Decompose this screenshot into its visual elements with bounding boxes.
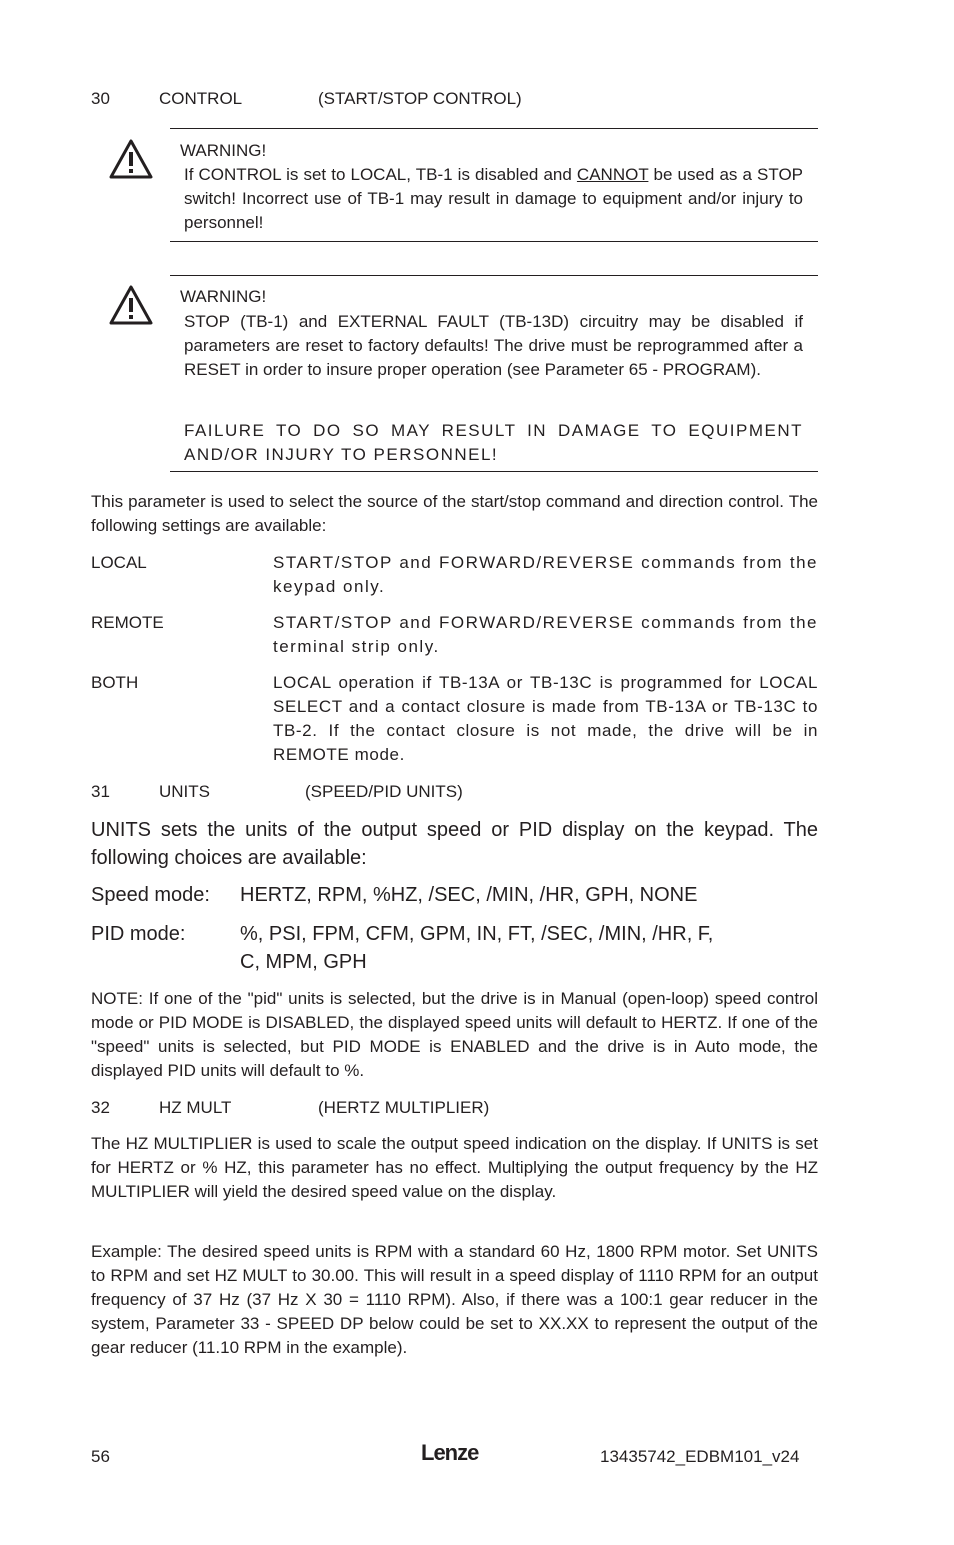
- setting-desc-both: LOCAL operation if TB-13A or TB-13C is programmed for LOCAL SELECT and a contact closure is made from TB-13A or TB-13C to TB-2. If the contact closure is not made, the drive will be in REMOTE mode.: [273, 673, 818, 764]
- page-number: 56: [91, 1447, 110, 1466]
- warning2-caps-text: FAILURE TO DO SO MAY RESULT IN DAMAGE TO EQUIPMENT AND/OR INJURY TO PERSONNEL!: [184, 421, 803, 464]
- setting-desc-remote: START/STOP and FORWARD/REVERSE commands from the terminal strip only.: [273, 613, 818, 656]
- setting-desc-local: START/STOP and FORWARD/REVERSE commands from the keypad only.: [273, 553, 818, 596]
- warning1-bottom-rule: [170, 241, 818, 242]
- param-desc: (HERTZ MULTIPLIER): [318, 1098, 490, 1117]
- speed-mode-value: HERTZ, RPM, %HZ, /SEC, /MIN, /HR, GPH, NONE: [240, 884, 698, 906]
- param-number: 31: [91, 782, 110, 801]
- warning1-top-rule: [170, 128, 818, 129]
- param-desc: (SPEED/PID UNITS): [305, 782, 463, 801]
- warning2-bottom-rule: [170, 471, 818, 472]
- param-desc: (START/STOP CONTROL): [318, 89, 522, 108]
- pid-mode-label: PID mode:: [91, 923, 186, 945]
- speed-mode-label: Speed mode:: [91, 884, 210, 906]
- lenze-logo: Lenze: [421, 1440, 479, 1465]
- hz-mult-paragraph: The HZ MULTIPLIER is used to scale the output speed indication on the display. If UNITS is set for HERTZ or % HZ, this parameter has no effect. Multiplying the output frequency by the HZ MULTIPLIER will yield the desired speed value on the display.: [91, 1134, 818, 1201]
- setting-term-remote: REMOTE: [91, 613, 164, 632]
- units-note: NOTE: If one of the "pid" units is selected, but the drive is in Manual (open-loop) speed control mode or PID MODE is DISABLED, the displayed speed units will default to HERTZ. If one of the "speed" units is selected, but PID MODE is ENABLED and the drive is in Auto mode, the displayed PID units will default to %.: [91, 989, 818, 1080]
- param-name: CONTROL: [159, 89, 243, 108]
- param-name: HZ MULT: [159, 1098, 232, 1117]
- units-intro: UNITS sets the units of the output speed or PID display on the keypad. The following choices are available:: [91, 819, 818, 869]
- warning1-title: WARNING!: [180, 141, 267, 160]
- pid-mode-value: %, PSI, FPM, CFM, GPM, IN, FT, /SEC, /MIN, /HR, F, C, MPM, GPH: [240, 923, 714, 973]
- setting-term-both: BOTH: [91, 673, 139, 692]
- param-number: 32: [91, 1098, 110, 1117]
- param-number: 30: [91, 89, 110, 108]
- param-name: UNITS: [159, 782, 210, 801]
- warning-triangle-icon: [108, 284, 154, 326]
- document-id: 13435742_EDBM101_v24: [600, 1447, 800, 1466]
- cannot-emphasis: CANNOT: [576, 165, 649, 184]
- intro-paragraph: This parameter is used to select the source of the start/stop command and direction control. The following settings are available:: [91, 492, 818, 535]
- warning2-top-rule: [170, 275, 818, 276]
- warning-triangle-icon: [108, 138, 154, 180]
- warning2-text: STOP (TB-1) and EXTERNAL FAULT (TB-13D) circuitry may be disabled if parameters are reset to factory defaults! The drive must be reprogrammed after a RESET in order to insure proper operation (see Parameter 65 - PROGRAM).: [184, 312, 803, 379]
- hz-mult-example: Example: The desired speed units is RPM with a standard 60 Hz, 1800 RPM motor. Set UNITS to RPM and set HZ MULT to 30.00. This will result in a speed display of 1110 RPM for an output frequency of 37 Hz (37 Hz X 30 = 1110 RPM). Also, if there was a 100:1 gear reducer in the system, Parameter 33 - SPEED DP below could be set to XX.XX to represent the output of the gear reducer (11.10 RPM in the example).: [91, 1242, 818, 1357]
- warning1-text: If CONTROL is set to LOCAL, TB-1 is disabled and CANNOT be used as a STOP switch! Incorrect use of TB-1 may result in damage to equipment and/or injury to personnel!: [184, 165, 804, 232]
- setting-term-local: LOCAL: [91, 553, 147, 572]
- warning2-title: WARNING!: [180, 287, 267, 306]
